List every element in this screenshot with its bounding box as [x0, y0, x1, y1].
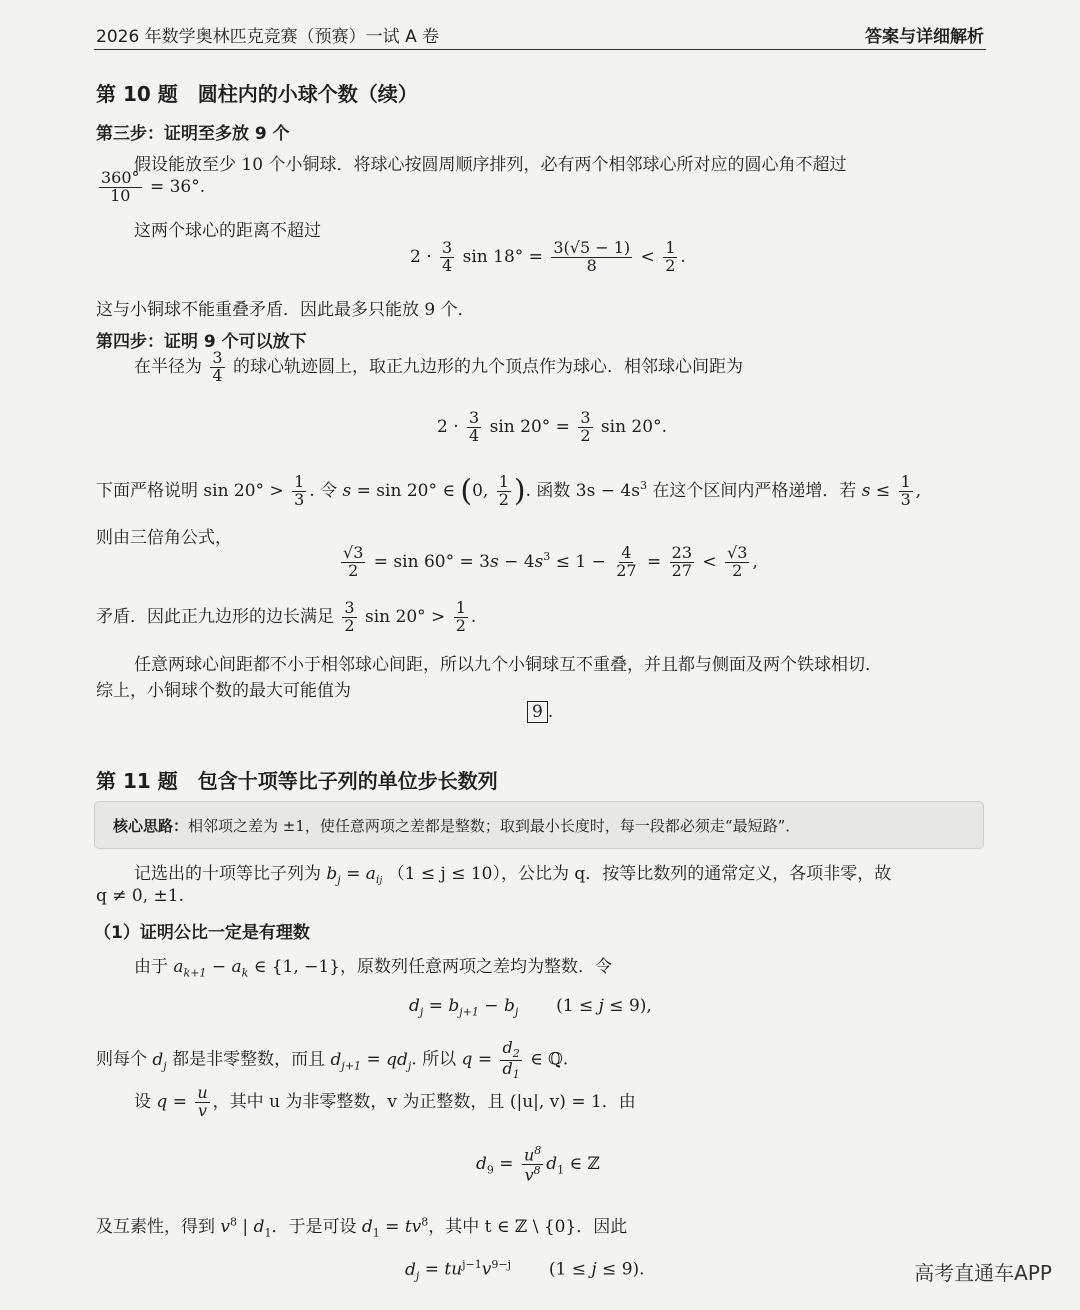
core-idea-callout — [94, 801, 984, 849]
app-watermark: 高考直通车APP — [914, 1261, 1052, 1285]
step-4-text-4: 矛盾．因此正九边形的边长满足 $\frac{3}{2}$ sin 20° > $\frac{1}{2}$ . — [96, 598, 477, 635]
final-answer-box: 9 . — [527, 701, 553, 723]
equation-differences: $d_j = b_{j+1} - b_j$ (1 ≤ j ≤ 9), — [409, 996, 652, 1019]
header-section: 答案与详细解析 — [865, 27, 984, 47]
header-rule — [94, 49, 986, 50]
equation-side-length: 2 · $\frac{3}{4}$ sin 20° = $\frac{3}{2}$ sin 20°. — [437, 408, 667, 445]
header-title: 2026 年数学奥林匹克竞赛（预赛）一试 A 卷 — [96, 27, 440, 47]
p11-text-4: 则每个 $d_j$ 都是非零整数，而且 $d_{j+1} = qd_j$. 所以 q = $\frac{d_2}{d_1}$ ∈ ℚ. — [96, 1038, 569, 1081]
step-3-angle-formula: $\frac{360^\circ}{10}$ = 36°. — [101, 168, 206, 205]
equation-triple-angle: $\frac{√3}{2}$ = $\sin 60^\circ = 3s - 4s^3 \le 1$ − $\frac{4}{27}$ = $\frac{23}{27}$ < $\frac{√3}{2}$ , — [343, 543, 758, 580]
equation-d9: $d_9$ = $\frac{u^8}{v^8}$ $d_1$ ∈ ℤ — [476, 1144, 600, 1185]
section-1-heading: （1）证明公比一定是有理数 — [94, 923, 310, 943]
step-3-heading: 第三步：证明至多放 9 个 — [96, 124, 290, 144]
step-3-text-1: 假设能放至少 10 个小铜球．将球心按圆周顺序排列，必有两个相邻球心所对应的圆心角不超过 — [134, 155, 847, 175]
step-4-text-2: 下面严格说明 sin 20° > $\frac{1}{3}$ . 令 s = sin 20° ∈ (0, $\frac{1}{2}$ ). 函数 $3s - 4s^3$ 在这个区间内严格递增．若 s ≤ $\frac{1}{3}$ , — [96, 472, 922, 509]
step-4-text-1: 在半径为 $\frac{3}{4}$ 的球心轨迹圆上，取正九边形的九个顶点作为球心．相邻球心间距为 — [134, 348, 743, 385]
callout-text: 相邻项之差为 ±1，使任意两项之差都是整数；取到最小长度时，每一段都必须走“最短路”． — [188, 817, 801, 835]
step-3-conclusion: 这与小铜球不能重叠矛盾．因此最多只能放 9 个． — [96, 300, 475, 320]
p11-text-1: 记选出的十项等比子列为 $b_j = a_{ij}$ （1 ≤ j ≤ 10），公比为 q．按等比数列的通常定义，各项非零，故 — [134, 864, 892, 887]
p11-text-5: 设 q = $\frac{u}{v}$ ，其中 u 为非零整数，v 为正整数，且 (|u|, v) = 1．由 — [134, 1083, 636, 1120]
callout-label: 核心思路： — [113, 817, 189, 835]
p11-text-2: q ≠ 0, ±1. — [96, 886, 185, 906]
step-4-text-6: 综上，小铜球个数的最大可能值为 — [96, 681, 351, 701]
step-4-heading: 第四步：证明 9 个可以放下 — [96, 332, 307, 352]
step-4-text-3: 则由三倍角公式， — [96, 528, 232, 548]
problem-10-title: 第 10 题 圆柱内的小球个数（续） — [96, 82, 418, 106]
problem-11-title: 第 11 题 包含十项等比子列的单位步长数列 — [96, 769, 498, 793]
equation-chord-bound: 2 · $\frac{3}{4}$ sin 18° = $\frac{3(√5 - 1)}{8}$ < $\frac{1}{2}$ . — [410, 238, 686, 275]
equation-dj: $d_j = tu^{j-1}v^{9-j}$ (1 ≤ j ≤ 9). — [405, 1258, 645, 1283]
step-3-text-2: 这两个球心的距离不超过 — [134, 221, 321, 241]
step-4-text-5: 任意两球心间距都不小于相邻球心间距，所以九个小铜球互不重叠，并且都与侧面及两个铁球相切． — [134, 655, 882, 675]
p11-text-3: 由于 $a_{k+1} - a_k$ ∈ {1, −1}，原数列任意两项之差均为整数．令 — [134, 957, 613, 980]
p11-text-6: 及互素性，得到 $v^8$ | $d_1$．于是可设 $d_1 = tv^8$，其中 t ∈ ℤ \ {0}．因此 — [96, 1215, 628, 1240]
